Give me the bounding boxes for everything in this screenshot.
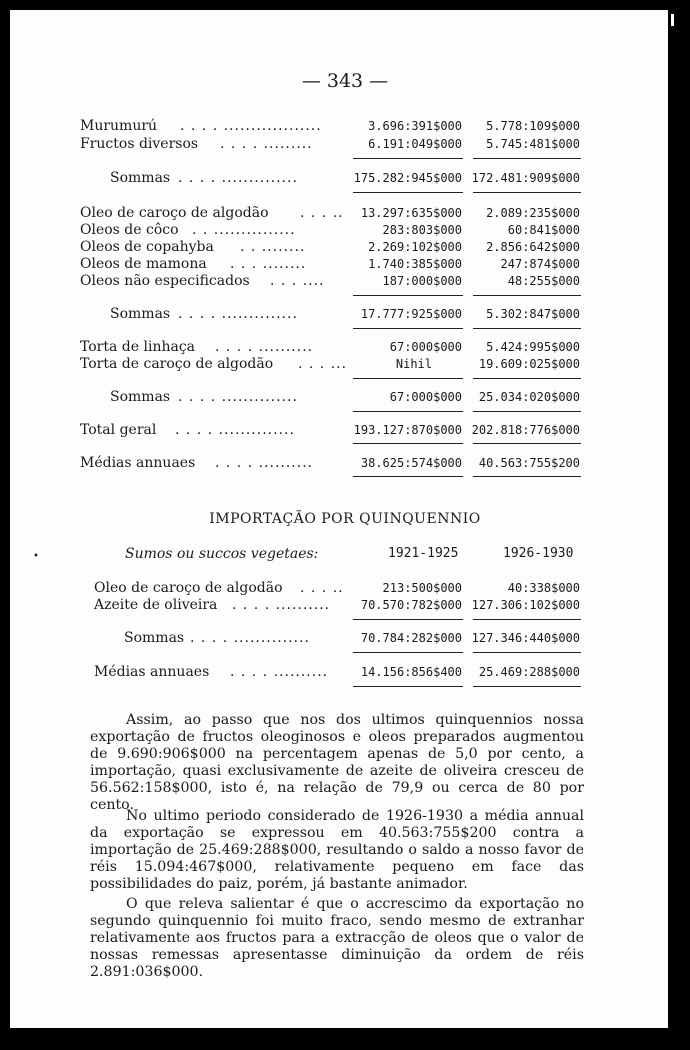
leader-dots: . . . ... [298, 356, 348, 372]
sum-rule [353, 328, 463, 329]
sum-rule [473, 295, 581, 296]
row-label: Total geral [80, 422, 157, 438]
row-label: Oleo de caroço de algodão [80, 205, 269, 221]
leader-dots: . . . . .............. [175, 422, 295, 438]
row-label: Oleos de mamona [80, 256, 207, 272]
value-1921-1925: 17.777:925$000 [360, 307, 462, 321]
leader-dots: . . . . .......... [215, 455, 314, 471]
body-text [90, 808, 584, 893]
row-label: Sommas [110, 170, 171, 186]
body-text [90, 712, 584, 814]
table-row [80, 630, 580, 650]
leader-dots: . . . . .............. [178, 306, 298, 322]
sum-rule [353, 443, 463, 444]
value-1926-1930: 2.089:235$000 [486, 206, 580, 220]
row-label: Sommas [110, 306, 171, 322]
table-row [80, 170, 580, 190]
table-row [80, 664, 580, 684]
value-1926-1930: 48:255$000 [507, 274, 580, 288]
row-label: Oleos de copahyba [80, 239, 214, 255]
value-1926-1930: 5.778:109$000 [486, 119, 580, 133]
sum-rule [473, 443, 581, 444]
leader-dots: . . . . .............. [178, 170, 298, 186]
value-1921-1925: 283:803$000 [382, 223, 462, 237]
row-label: Torta de linhaça [80, 339, 196, 355]
row-label: Oleos não especificados [80, 273, 250, 289]
sum-rule [353, 192, 463, 193]
import-header-label: Sumos ou succos vegetaes: [125, 546, 319, 562]
value-1921-1925: 3.696:391$000 [368, 119, 462, 133]
value-1926-1930: 5.302:847$000 [486, 307, 580, 321]
section-title: IMPORTAÇÃO POR QUINQUENNIO [209, 511, 481, 527]
row-label: Oleo de caroço de algodão [94, 580, 283, 596]
value-1921-1925: 6.191:049$000 [368, 137, 462, 151]
row-label: Fructos diversos [80, 136, 199, 152]
table-row [80, 273, 580, 293]
leader-dots: . . . .. [300, 580, 344, 596]
leader-dots: . . . .... [270, 273, 325, 289]
value-1921-1925: 1.740:385$000 [368, 257, 462, 271]
value-1926-1930: 247:874$000 [500, 257, 580, 271]
value-1926-1930: 5.424:995$000 [486, 340, 580, 354]
sum-rule [353, 378, 463, 379]
row-label: Oleos de côco [80, 222, 179, 238]
value-1921-1925: 67:000$000 [389, 390, 462, 404]
leader-dots: . . . . .................. [180, 118, 322, 134]
value-1926-1930: 172.481:909$000 [471, 171, 580, 185]
column-header-1926-1930: 1926-1930 [503, 546, 574, 561]
table-row [80, 597, 580, 617]
leader-dots: . . . . .......... [230, 664, 329, 680]
leader-dots: . . . . .............. [178, 389, 298, 405]
value-1926-1930: 40:338$000 [507, 581, 580, 595]
table-row [80, 136, 580, 156]
sum-rule [353, 158, 463, 159]
body-text [90, 896, 584, 981]
value-1921-1925: Nihil [395, 357, 432, 371]
table-row [80, 389, 580, 409]
scan-speck: • [33, 551, 39, 562]
row-label: Murumurú [80, 118, 158, 134]
scan-mark [671, 14, 674, 26]
leader-dots: . . ............... [192, 222, 296, 238]
table-row [80, 356, 580, 376]
row-label: Sommas [124, 630, 185, 646]
page-number: — 343 — [301, 70, 389, 92]
value-1921-1925: 13.297:635$000 [360, 206, 462, 220]
table-row [80, 118, 580, 138]
paragraph: Assim, ao passo que nos dos ultimos quinquennios nossa exportação de fructos oleoginosos e oleos preparados augmentou de 9.690:906$000 na percentagem apenas de 5,0 por cento, a importação, quasi exclusivamente de azeite de oliveira cresceu de 56.562:158$000, isto é, na relação de 79,9 ou cerca de 80 por cento. [90, 712, 584, 813]
row-label: Médias annuaes [94, 664, 210, 680]
row-label: Médias annuaes [80, 455, 196, 471]
sum-rule [353, 686, 463, 687]
sum-rule [473, 328, 581, 329]
sum-rule [473, 619, 581, 620]
row-label: Azeite de oliveira [94, 597, 218, 613]
value-1926-1930: 202.818:776$000 [471, 423, 580, 437]
value-1921-1925: 213:500$000 [382, 581, 462, 595]
row-label: Sommas [110, 389, 171, 405]
value-1921-1925: 2.269:102$000 [368, 240, 462, 254]
value-1926-1930: 2.856:642$000 [486, 240, 580, 254]
value-1926-1930: 40.563:755$200 [478, 456, 580, 470]
value-1921-1925: 14.156:856$400 [360, 665, 462, 679]
table-row [80, 422, 580, 442]
leader-dots: . . . . .............. [190, 630, 310, 646]
leader-dots: . . . . .......... [232, 597, 331, 613]
sum-rule [353, 476, 463, 477]
column-header-1921-1925: 1921-1925 [388, 546, 459, 561]
value-1921-1925: 70.784:282$000 [360, 631, 462, 645]
value-1926-1930: 5.745:481$000 [486, 137, 580, 151]
sum-rule [353, 652, 463, 653]
paragraph: No ultimo periodo considerado de 1926-1930 a média annual da exportação se expressou em 40.563:755$200 contra a importação de 25.469:288$000, resultando o saldo a nosso favor de réis 15.094:467$000, relativamente pequeno em face das possibilidades do paiz, porém, já bastante animador. [90, 808, 584, 892]
value-1921-1925: 67:000$000 [389, 340, 462, 354]
value-1921-1925: 193.127:870$000 [353, 423, 462, 437]
table-row [80, 455, 580, 475]
leader-dots: . . . ........ [230, 256, 307, 272]
sum-rule [473, 192, 581, 193]
value-1926-1930: 19.609:025$000 [478, 357, 580, 371]
leader-dots: . . . . ......... [220, 136, 313, 152]
value-1921-1925: 70.570:782$000 [360, 598, 462, 612]
sum-rule [473, 686, 581, 687]
value-1926-1930: 127.346:440$000 [471, 631, 580, 645]
sum-rule [473, 378, 581, 379]
value-1926-1930: 25.034:020$000 [478, 390, 580, 404]
value-1926-1930: 25.469:288$000 [478, 665, 580, 679]
value-1921-1925: 38.625:574$000 [360, 456, 462, 470]
table-row [80, 306, 580, 326]
leader-dots: . . ........ [240, 239, 306, 255]
sum-rule [353, 411, 463, 412]
sum-rule [473, 652, 581, 653]
value-1926-1930: 60:841$000 [507, 223, 580, 237]
leader-dots: . . . . .......... [215, 339, 314, 355]
value-1921-1925: 187:000$000 [382, 274, 462, 288]
value-1921-1925: 175.282:945$000 [353, 171, 462, 185]
paragraph: O que releva salientar é que o accrescimo da exportação no segundo quinquennio foi muito fraco, sendo mesmo de extranhar relativamente aos fructos para a extracção de oleos que o valor de nossas remessas apresentasse diminuição da ordem de réis 2.891:036$000. [90, 896, 584, 980]
leader-dots: . . . .. [300, 205, 344, 221]
sum-rule [473, 158, 581, 159]
sum-rule [353, 295, 463, 296]
sum-rule [473, 411, 581, 412]
value-1926-1930: 127.306:102$000 [471, 598, 580, 612]
sum-rule [353, 619, 463, 620]
row-label: Torta de caroço de algodão [80, 356, 274, 372]
sum-rule [473, 476, 581, 477]
